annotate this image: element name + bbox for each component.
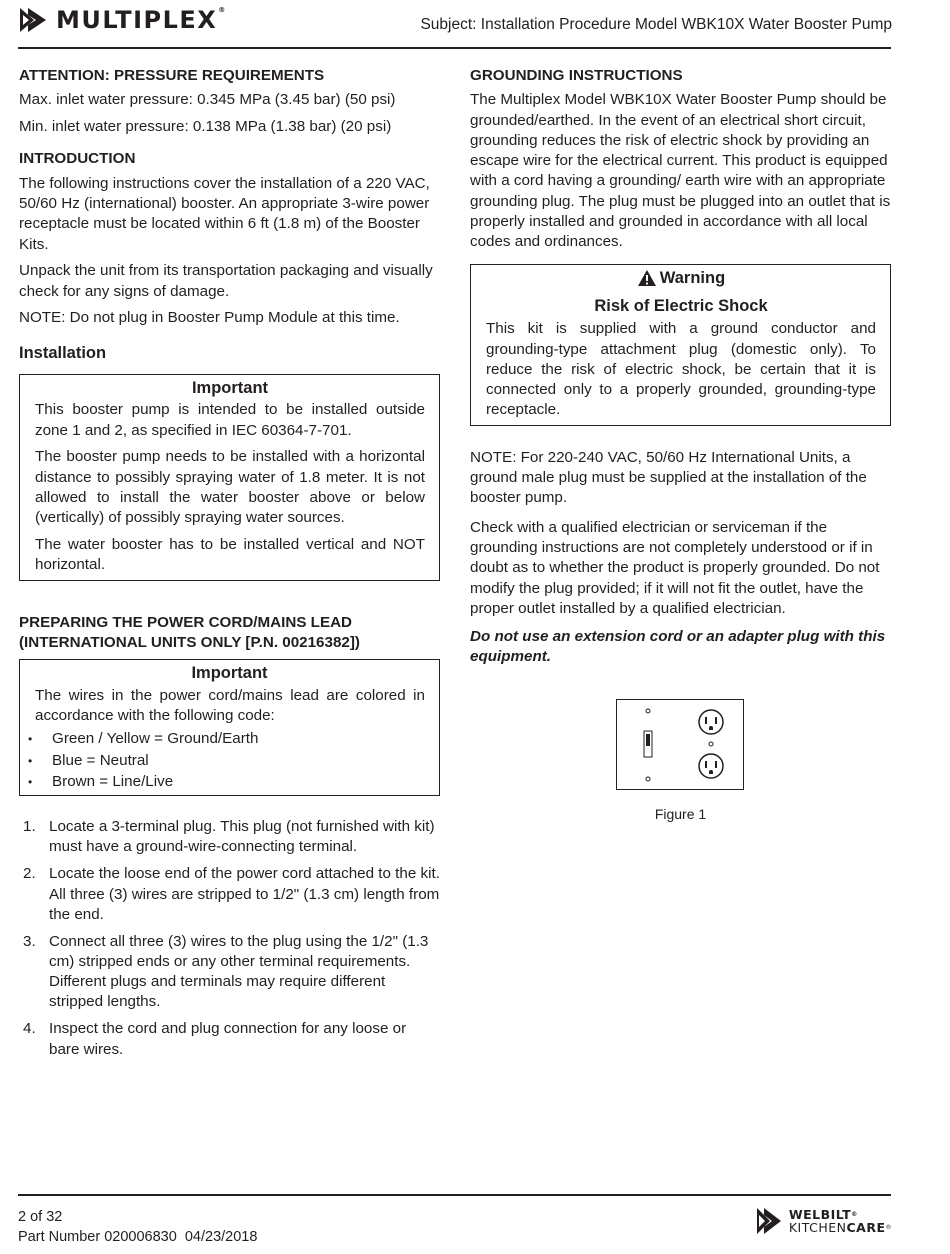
welbilt-mark-icon xyxy=(755,1206,783,1236)
intro-note: NOTE: Do not plug in Booster Pump Module at this time. xyxy=(19,309,400,327)
page-number: 2 of 32 xyxy=(18,1209,63,1225)
left-column xyxy=(19,66,440,1066)
list-item: 3. Connect all three (3) wires to the plug using the 1/2" (1.3 cm) stripped ends or any other terminal requirements. Different plugs and terminals may require different stripped lengths. xyxy=(23,932,429,1011)
outlet-figure xyxy=(616,699,745,791)
grounding-heading: GROUNDING INSTRUCTIONS xyxy=(470,67,683,84)
installation-steps xyxy=(19,817,440,1060)
attention-heading: ATTENTION: PRESSURE REQUIREMENTS xyxy=(19,67,325,84)
kitchencare-wordmark: KITCHENCARE® xyxy=(788,1220,892,1235)
min-pressure: Min. inlet water pressure: 0.138 MPa (1.38 bar) (20 psi) xyxy=(19,118,392,136)
international-note: NOTE: For 220-240 VAC, 50/60 Hz International Units, a ground male plug must be supplied at the installation of the booster pump. xyxy=(470,448,867,507)
power-cord-heading-line-1: PREPARING THE POWER CORD/MAINS LEAD xyxy=(19,613,353,631)
welbilt-wordmark: WELBILT® xyxy=(788,1207,858,1222)
important-paragraph-1: This booster pump is intended to be installed outside zone 1 and 2, as specified in IEC 60364-7-701. xyxy=(35,401,425,439)
important-box-installation xyxy=(19,374,440,581)
warning-box xyxy=(470,264,891,426)
extension-cord-warning: Do not use an extension cord or an adapter plug with this equipment. xyxy=(470,628,886,666)
warning-text: This kit is supplied with a ground conductor and grounding-type attachment plug (domestic only). To reduce the risk of electric shock, be certain that it is connected only to a properly grounded, grounding-type receptacle. xyxy=(486,320,876,419)
multiplex-logo xyxy=(18,6,227,34)
wires-box-title: Important xyxy=(191,664,268,683)
grounding-paragraph: The Multiplex Model WBK10X Water Booster Pump should be grounded/earthed. In the event of an electrical short circuit, grounding reduces the risk of electric shock by providing an escape wire for the electrical current. This product is equipped with a cord having a grounding/ earth wire with an appropriate grounding plug. The plug must be plugged into an outlet that is properly installed and grounded in accordance with all local codes and ordinances. xyxy=(470,91,891,251)
list-item: 2. Locate the loose end of the power cord attached to the kit. All three (3) wires are stripped to 1/2" (1.3 cm) length from the end. xyxy=(23,865,440,923)
header-divider xyxy=(18,47,891,49)
multiplex-mark-icon xyxy=(18,6,48,34)
introduction-heading: INTRODUCTION xyxy=(19,150,136,168)
list-item: • Green / Yellow = Ground/Earth xyxy=(20,729,425,749)
brand-name: MULTIPLEX® xyxy=(56,6,227,34)
important-paragraph-2: The booster pump needs to be installed with a horizontal distance to possibly spraying water of 1.8 meter. It is not allowed to install the water booster above or below (vertically) of possibly spraying water sources. xyxy=(35,448,425,527)
warning-subtitle: Risk of Electric Shock xyxy=(594,296,768,315)
max-pressure: Max. inlet water pressure: 0.345 MPa (3.45 bar) (50 psi) xyxy=(19,91,396,109)
wires-intro: The wires in the power cord/mains lead are colored in accordance with the following code: xyxy=(35,686,425,724)
list-item: • Blue = Neutral xyxy=(20,751,425,771)
wire-color-list xyxy=(20,729,425,792)
installation-heading: Installation xyxy=(19,343,107,362)
welbilt-kitchencare-logo xyxy=(755,1206,892,1236)
intro-paragraph-1: The following instructions cover the installation of a 220 VAC, 50/60 Hz (international) booster. An appropriate 3-wire power receptacle must be located within 6 ft (1.8 m) of the Booster Kits. xyxy=(19,174,430,253)
right-column xyxy=(470,66,891,674)
important-box-wires xyxy=(19,659,440,796)
important-paragraph-3: The water booster has to be installed vertical and NOT horizontal. xyxy=(35,536,425,574)
warning-title: Warning xyxy=(486,268,876,288)
part-number: Part Number 020006830 04/23/2018 xyxy=(18,1229,258,1245)
electrician-paragraph: Check with a qualified electrician or serviceman if the grounding instructions are not completely understood or if in doubt as to whether the product is properly grounded. Do not modify the plug provided; if it will not fit the outlet, have the proper outlet installed by a qualified electrician. xyxy=(470,518,880,617)
list-item: • Brown = Line/Live xyxy=(20,772,425,792)
footer-divider xyxy=(18,1194,891,1196)
list-item: 1. Locate a 3-terminal plug. This plug (not furnished with kit) must have a ground-wire-connecting terminal. xyxy=(23,818,435,856)
intro-paragraph-2: Unpack the unit from its transportation packaging and visually check for any signs of damage. xyxy=(19,262,433,300)
important-box-title: Important xyxy=(191,379,269,398)
warning-triangle-icon xyxy=(637,269,657,287)
list-item: 4. Inspect the cord and plug connection for any loose or bare wires. xyxy=(23,1020,407,1058)
figure-caption: Figure 1 xyxy=(654,806,707,822)
power-cord-heading-line-2: (INTERNATIONAL UNITS ONLY [P.N. 00216382]) xyxy=(19,634,360,652)
document-subject: Subject: Installation Procedure Model WBK10X Water Booster Pump xyxy=(420,16,892,33)
